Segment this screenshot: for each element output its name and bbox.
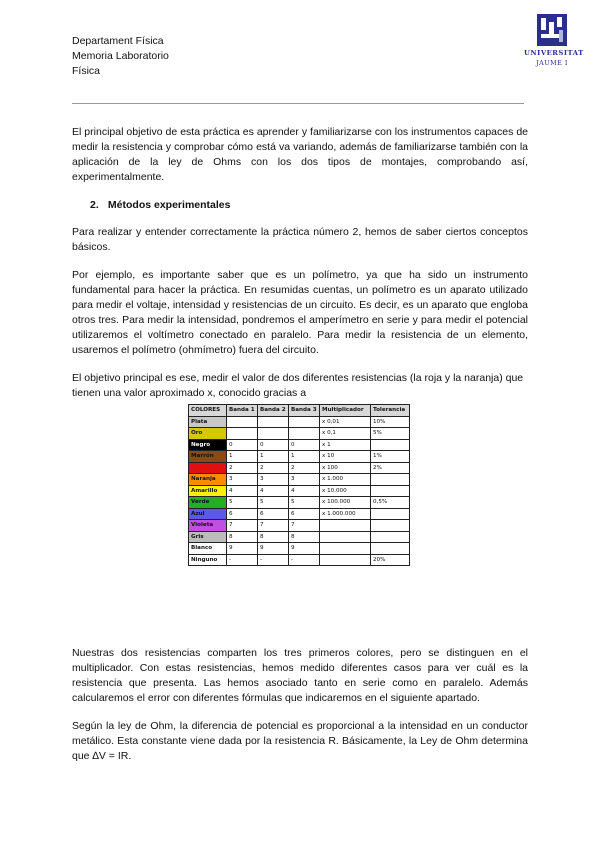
band3-cell: 5 [289, 497, 320, 509]
table-row [189, 554, 410, 566]
tolerance-cell: 5% [371, 428, 410, 440]
resistor-color-table [188, 404, 410, 566]
table-row [189, 543, 410, 555]
band2-cell: 8 [258, 531, 289, 543]
band1-cell: 1 [227, 451, 258, 463]
table-row [189, 451, 410, 463]
band2-cell: 7 [258, 520, 289, 532]
band2-cell: 4 [258, 485, 289, 497]
table-row [189, 520, 410, 532]
document-body [72, 125, 528, 414]
tolerance-cell [371, 531, 410, 543]
multiplier-cell: x 10 [320, 451, 371, 463]
band1-cell: 0 [227, 439, 258, 451]
section-title: Métodos experimentales [107, 199, 231, 211]
multiplier-cell [320, 554, 371, 566]
header-banda1: Banda 1 [227, 405, 258, 417]
color-cell: Amarillo [189, 485, 227, 497]
table-row [189, 485, 410, 497]
band3-cell [289, 428, 320, 440]
color-cell: Blanco [189, 543, 227, 555]
band2-cell: 2 [258, 462, 289, 474]
color-cell: Negro [189, 439, 227, 451]
color-cell: Oro [189, 428, 227, 440]
band2-cell: 0 [258, 439, 289, 451]
tolerance-cell [371, 485, 410, 497]
multiplier-cell [320, 520, 371, 532]
tolerance-cell [371, 508, 410, 520]
intro-paragraph: El principal objetivo de esta práctica es aprender y familiarizarse con los instrumentos capaces de medir la resistencia y comprobar cómo está va variando, además de familiarizarse también con la aplicación de la ley de Ohms con los dos tipos de montajes, comprobando así, experimentalmente. [72, 126, 528, 183]
multiplier-cell: x 1.000.000 [320, 508, 371, 520]
table-row [189, 462, 410, 474]
band1-cell [227, 416, 258, 428]
table-row [189, 531, 410, 543]
section-heading [90, 198, 528, 213]
band2-cell: 5 [258, 497, 289, 509]
band1-cell: 3 [227, 474, 258, 486]
band3-cell: 4 [289, 485, 320, 497]
band3-cell: 8 [289, 531, 320, 543]
band2-cell: - [258, 554, 289, 566]
color-cell: Naranja [189, 474, 227, 486]
band3-cell: 0 [289, 439, 320, 451]
multiplier-cell: x 100 [320, 462, 371, 474]
table-row [189, 428, 410, 440]
multiplier-cell: x 10.000 [320, 485, 371, 497]
band3-cell: 9 [289, 543, 320, 555]
color-cell: Marrón [189, 451, 227, 463]
color-cell: Ninguno [189, 554, 227, 566]
tolerance-cell: 10% [371, 416, 410, 428]
band3-cell: - [289, 554, 320, 566]
multiplier-cell [320, 543, 371, 555]
header-subject: Física [72, 65, 101, 77]
header-tolerancia: Tolerancia [371, 405, 410, 417]
color-cell: Verde [189, 497, 227, 509]
band1-cell: 5 [227, 497, 258, 509]
multiplier-cell [320, 531, 371, 543]
tolerance-cell: 1% [371, 451, 410, 463]
resistor-color-table-wrapper [188, 404, 410, 566]
multiplier-cell: x 0,01 [320, 416, 371, 428]
header-multiplicador: Multiplicador [320, 405, 371, 417]
band1-cell: 8 [227, 531, 258, 543]
band3-cell [289, 416, 320, 428]
tolerance-cell [371, 520, 410, 532]
multiplier-cell: x 100.000 [320, 497, 371, 509]
paragraph-polimetro: Por ejemplo, es importante saber que es un polímetro, ya que ha sido un instrumento fundamental para hacer la práctica. En resumidas cuentas, un polímetro es un aparato utilizado para medir el voltaje, intensidad y resistencias de un circuito. Es decir, es un aparato que engloba otros tres. Para medir la intensidad, pondremos el amperímetro en serie y para medir el potencial utilizaremos el voltímetro conectado en paralelo. Para medir la resistencia de un elemento, usaremos el polímetro (ohmímetro) fuera del circuito. [72, 269, 528, 356]
table-header-row [189, 405, 410, 417]
band3-cell: 3 [289, 474, 320, 486]
multiplier-cell: x 1.000 [320, 474, 371, 486]
document-body-lower [72, 646, 528, 777]
band1-cell: 7 [227, 520, 258, 532]
tolerance-cell [371, 543, 410, 555]
table-row [189, 508, 410, 520]
band1-cell: 4 [227, 485, 258, 497]
table-row [189, 497, 410, 509]
header-divider [72, 103, 524, 104]
color-cell: Gris [189, 531, 227, 543]
logo-name-line2: JAUME I [536, 59, 568, 67]
band2-cell: 1 [258, 451, 289, 463]
color-cell: Rojo [189, 462, 227, 474]
paragraph-resistances: Nuestras dos resistencias comparten los tres primeros colores, pero se distinguen en el multiplicador. Con estas resistencias, hemos medido diferentes casos para ver cuál es la resistencia que presenta. Las hemos asociado tanto en serie como en paralelo. Además calcularemos el error con diferentes fórmulas que indicaremos en el siguiente apartado. [72, 647, 528, 704]
page-header [72, 34, 169, 79]
band1-cell: 9 [227, 543, 258, 555]
band3-cell: 7 [289, 520, 320, 532]
section-number: 2. [90, 199, 99, 211]
band1-cell: 2 [227, 462, 258, 474]
band1-cell: 6 [227, 508, 258, 520]
band1-cell: - [227, 554, 258, 566]
university-emblem-icon [537, 14, 567, 46]
paragraph-concepts: Para realizar y entender correctamente la práctica número 2, hemos de saber ciertos conceptos básicos. [72, 226, 528, 253]
band2-cell [258, 416, 289, 428]
tolerance-cell: 2% [371, 462, 410, 474]
multiplier-cell: x 0,1 [320, 428, 371, 440]
band3-cell: 1 [289, 451, 320, 463]
color-cell: Azul [189, 508, 227, 520]
header-department: Departament Física [72, 35, 164, 47]
header-colores: COLORES [189, 405, 227, 417]
header-banda2: Banda 2 [258, 405, 289, 417]
paragraph-objective: El objetivo principal es ese, medir el valor de dos diferentes resistencias (la roja y la naranja) que tienen una valor aproximado x, conocido gracias a [72, 372, 524, 399]
band2-cell: 3 [258, 474, 289, 486]
table-row [189, 474, 410, 486]
band2-cell: 9 [258, 543, 289, 555]
header-report: Memoria Laboratorio [72, 50, 169, 62]
header-banda3: Banda 3 [289, 405, 320, 417]
band1-cell [227, 428, 258, 440]
color-cell: Violeta [189, 520, 227, 532]
table-row [189, 439, 410, 451]
tolerance-cell: 0,5% [371, 497, 410, 509]
tolerance-cell: 20% [371, 554, 410, 566]
university-logo [524, 14, 584, 72]
band2-cell: 6 [258, 508, 289, 520]
tolerance-cell [371, 439, 410, 451]
multiplier-cell: x 1 [320, 439, 371, 451]
band3-cell: 6 [289, 508, 320, 520]
tolerance-cell [371, 474, 410, 486]
band2-cell [258, 428, 289, 440]
logo-name-line1: UNIVERSITAT [524, 49, 584, 57]
paragraph-ohm-law: Según la ley de Ohm, la diferencia de potencial es proporcional a la intensidad en un conductor metálico. Esta constante viene dada por la resistencia R. Básicamente, la Ley de Ohm determina que ∆V = IR. [72, 720, 528, 762]
color-cell: Plata [189, 416, 227, 428]
table-row [189, 416, 410, 428]
band3-cell: 2 [289, 462, 320, 474]
